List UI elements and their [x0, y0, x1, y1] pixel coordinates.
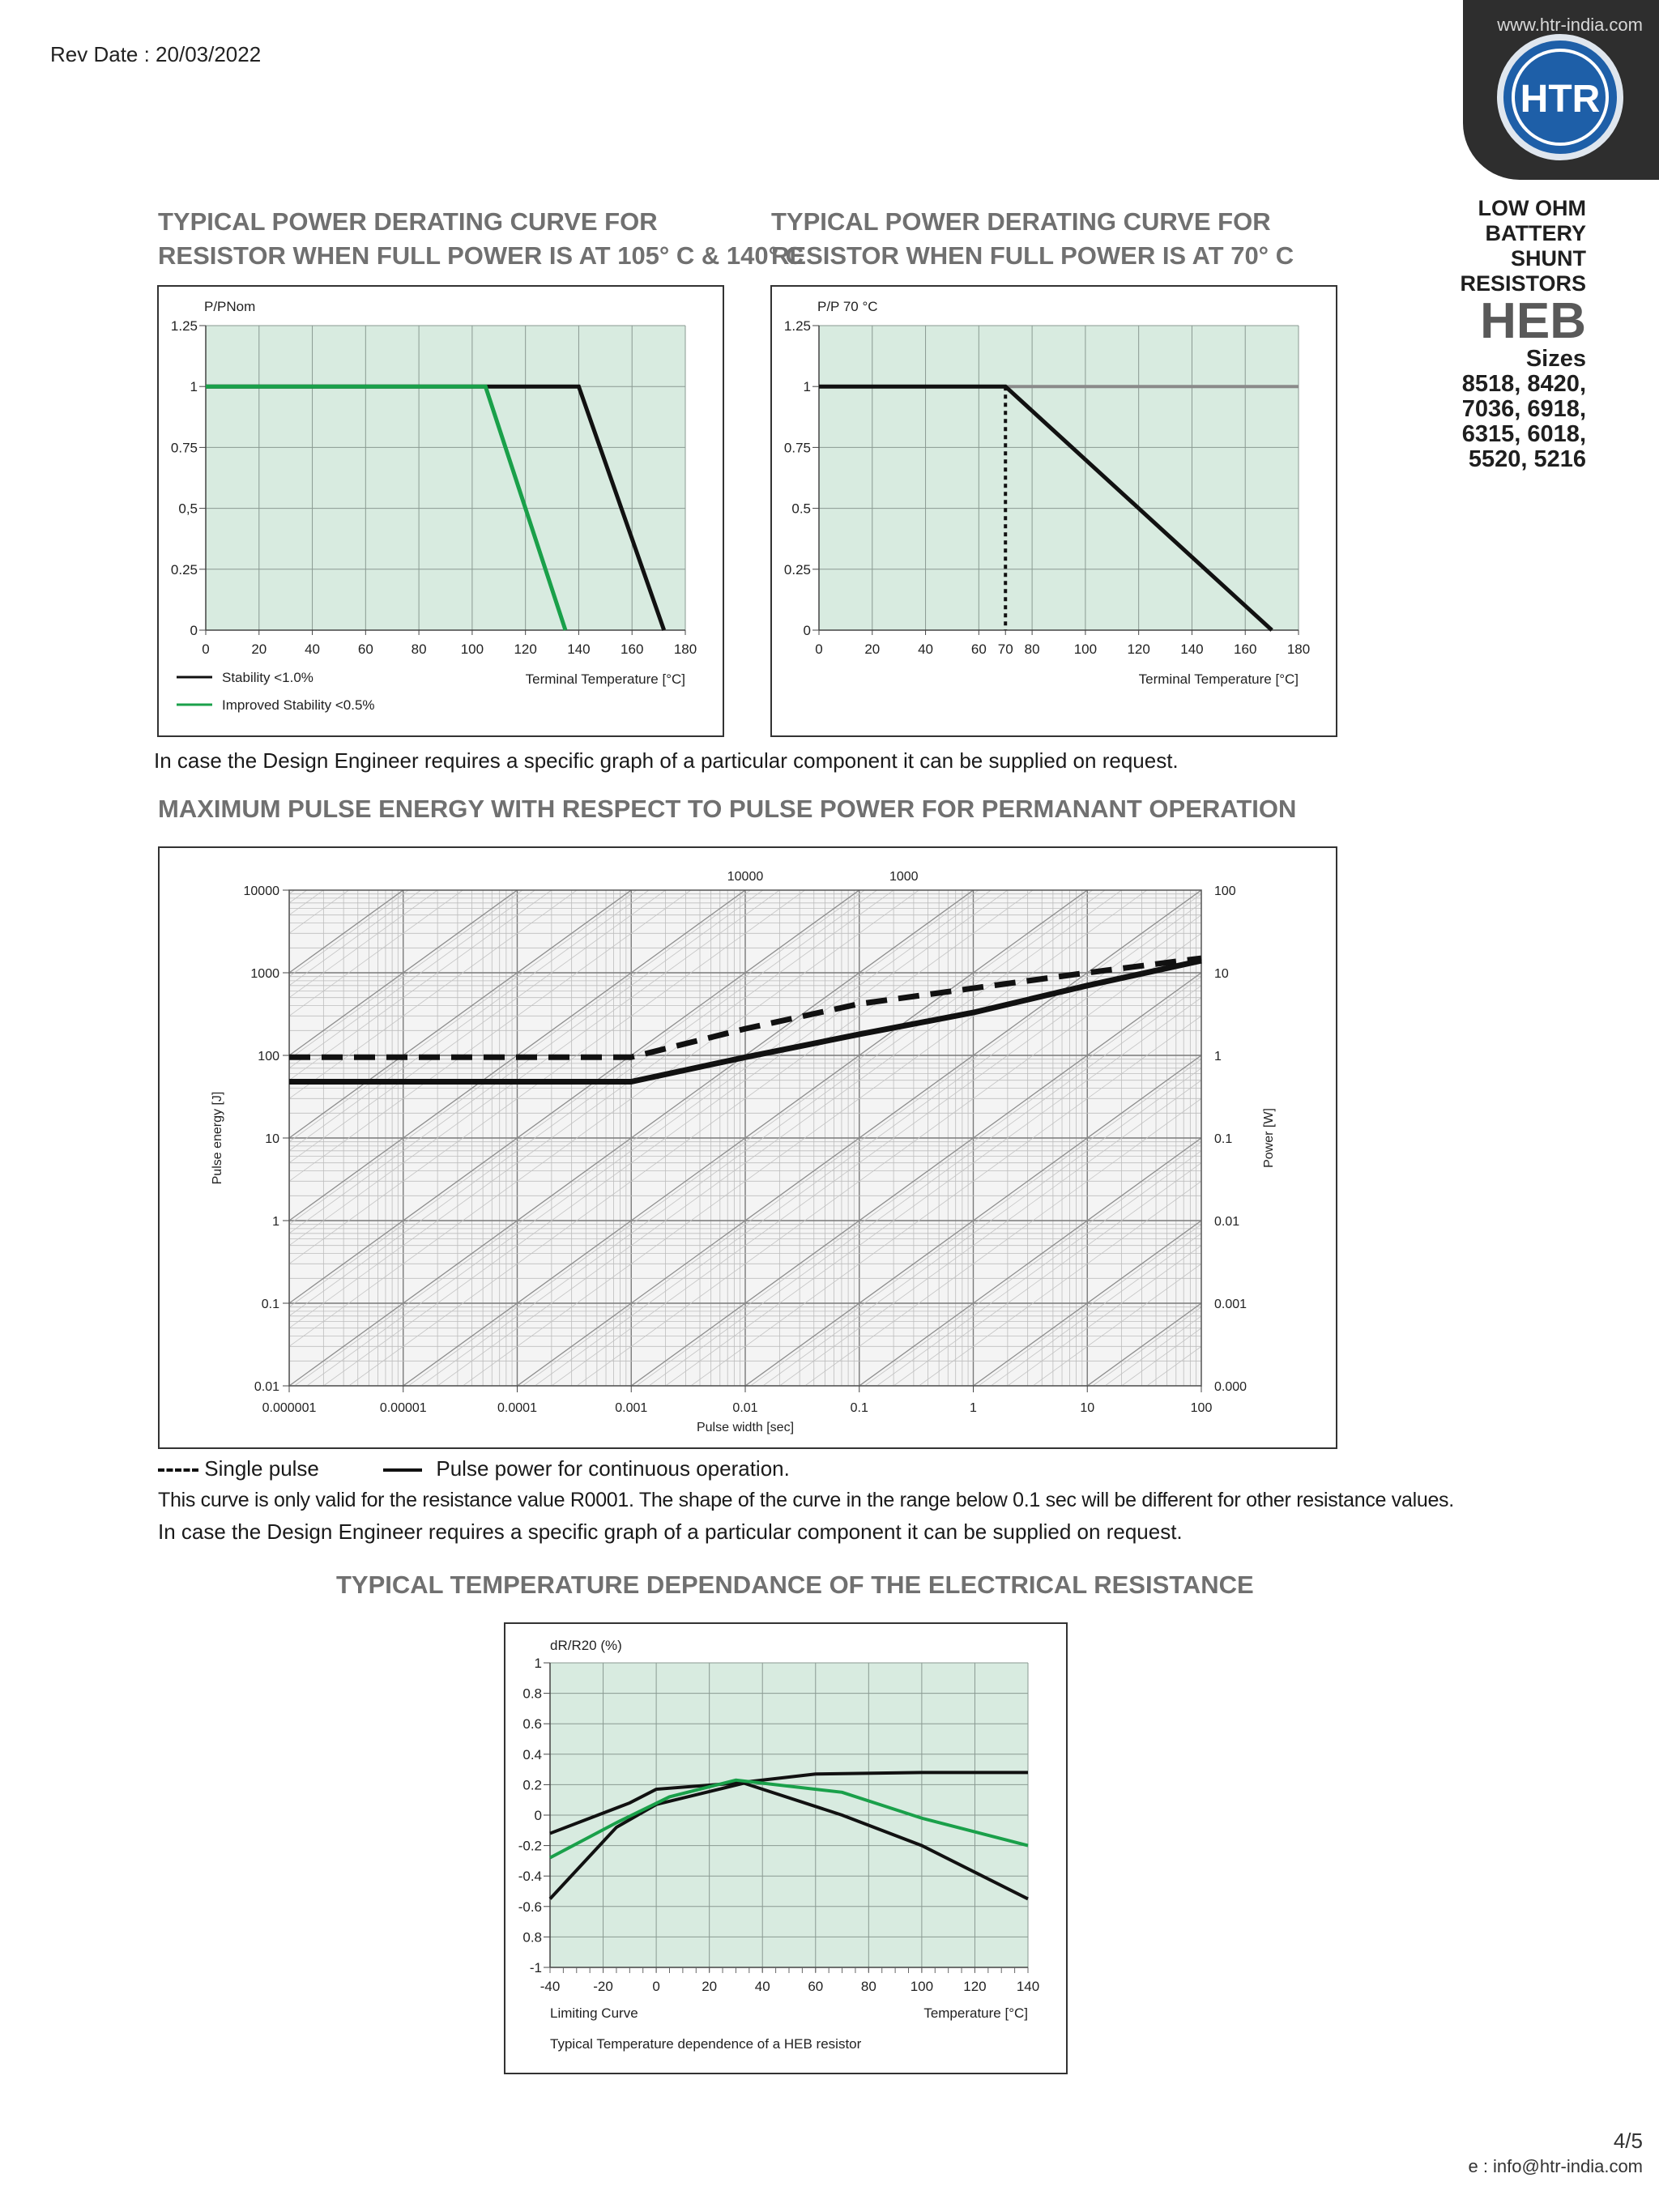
y-tick-label: 1.25 [783, 318, 811, 334]
derating-chart-70-svg [772, 287, 1336, 735]
x-axis-label: Temperature [°C] [923, 2005, 1028, 2021]
power-diagonal [289, 848, 1201, 850]
y-tick-label: 100 [258, 1050, 279, 1063]
y-tick-label: 0 [190, 623, 198, 638]
x-tick-label: 60 [808, 1979, 824, 1994]
x-tick-label: 80 [860, 1979, 876, 1994]
sidebar-line: LOW OHM [1478, 196, 1586, 220]
x-tick-label: 0.01 [732, 1401, 758, 1415]
pulse-heading: MAXIMUM PULSE ENERGY WITH RESPECT TO PULSE POWER FOR PERMANANT OPERATION [158, 795, 1297, 823]
request-note: In case the Design Engineer requires a specific graph of a particular component it can be supplied on request. [154, 748, 1179, 773]
y-tick-label: 0.25 [783, 561, 811, 578]
y-tick-label: 0.75 [170, 440, 198, 456]
y-tick-label: -1 [529, 1960, 542, 1975]
pulse-legend [158, 1456, 790, 1481]
y-tick-label: 0.1 [261, 1298, 279, 1311]
y2-tick-label: 0.001 [1214, 1298, 1247, 1311]
x-tick-label: 80 [411, 641, 427, 657]
y-tick-label: 1 [534, 1656, 542, 1671]
derating-chart-70 [770, 285, 1337, 737]
limiting-curve-label: Limiting Curve [550, 2005, 638, 2021]
htr-logo [1495, 32, 1625, 162]
x-tick-label: 60 [357, 641, 373, 657]
derating-chart-105-140-svg [159, 287, 723, 735]
y-tick-label: -0.2 [518, 1838, 542, 1854]
x-tick-label: 1 [970, 1401, 977, 1415]
sidebar-line: BATTERY [1485, 221, 1586, 245]
y-tick-label: -0.4 [518, 1869, 542, 1885]
x-tick-label: 100 [460, 641, 484, 657]
y2-tick-label: 10 [1214, 967, 1229, 981]
x-tick-label: -20 [593, 1979, 613, 1994]
x-tick-label: 40 [754, 1979, 770, 1994]
rev-date: Rev Date : 20/03/2022 [50, 42, 262, 66]
legend-label: Improved Stability <0.5% [222, 697, 375, 713]
logo-text: HTR [1520, 78, 1601, 121]
y-tick-label: 0.4 [522, 1746, 542, 1762]
y2-tick-label: 0.000 [1214, 1380, 1247, 1394]
x-tick-label: 100 [910, 1979, 934, 1994]
product-sidebar [1460, 196, 1586, 472]
x-tick-label: 120 [963, 1979, 987, 1994]
x-tick-label: 60 [970, 641, 987, 657]
x-tick-label: 120 [514, 641, 537, 657]
y-tick-label: 1000 [250, 967, 279, 981]
y-tick-label: 0.5 [791, 501, 811, 517]
dashed-line-swatch [158, 1468, 198, 1472]
derating-left-heading: TYPICAL POWER DERATING CURVE FOR RESISTOR WHEN FULL POWER IS AT 105° C & 140° C [158, 207, 804, 270]
y2-tick-label: 0.01 [1214, 1215, 1240, 1229]
y-axis-label: dR/R20 (%) [550, 1638, 622, 1653]
x-tick-label: 0.00001 [379, 1401, 427, 1415]
x-axis-label: Pulse width [sec] [696, 1421, 795, 1434]
x-tick-label: 20 [864, 641, 881, 657]
y-tick-label: 0,5 [178, 501, 198, 517]
y-tick-label: 0 [803, 623, 811, 638]
y-tick-label: 10000 [243, 884, 279, 898]
derating-chart-105-140 [157, 285, 724, 737]
y-tick-label: -0.6 [518, 1899, 542, 1915]
y-tick-label: 0.2 [522, 1777, 542, 1793]
plot-area [819, 326, 1299, 630]
x-tick-label: 0 [652, 1979, 660, 1994]
legend-continuous: Pulse power for continuous operation. [436, 1456, 790, 1481]
sizes-line: Sizes [1525, 346, 1586, 372]
y2-tick-label: 100 [1214, 884, 1236, 898]
x-tick-label: -40 [539, 1979, 561, 1994]
x-tick-label: 40 [305, 641, 321, 657]
x-tick-label: 20 [702, 1979, 718, 1994]
x-tick-label: 160 [621, 641, 644, 657]
y-axis-label: P/P 70 °C [817, 299, 878, 314]
x-tick-label: 0 [202, 641, 210, 657]
x-tick-label: 180 [673, 641, 697, 657]
y-tick-label: 1 [803, 379, 811, 395]
y-tick-label: 1 [272, 1215, 279, 1229]
request-note-2: In case the Design Engineer requires a specific graph of a particular component it can be supplied on request. [158, 1519, 1183, 1544]
x-tick-label: 0.0001 [497, 1401, 537, 1415]
x-tick-label: 20 [251, 641, 267, 657]
y2-tick-label: 0.1 [1214, 1132, 1233, 1146]
y-tick-label: 10 [265, 1132, 279, 1146]
website-link[interactable]: www.htr-india.com [1497, 15, 1643, 35]
y-tick-label: 1.25 [170, 318, 198, 334]
x-tick-label: 140 [1180, 641, 1204, 657]
sidebar-line: SHUNT [1511, 246, 1586, 271]
x-tick-label: 0.001 [615, 1401, 648, 1415]
x-tick-label: 80 [1024, 641, 1040, 657]
x-tick-label: 0.1 [850, 1401, 868, 1415]
x-axis-label: Terminal Temperature [°C] [525, 671, 685, 687]
x-tick-label: 140 [1016, 1979, 1040, 1994]
x-tick-label: 0 [815, 641, 823, 657]
x-tick-label: 160 [1234, 641, 1257, 657]
brand-tab [1463, 0, 1659, 180]
sizes-line: 5520, 5216 [1468, 446, 1586, 472]
power-diagonal [289, 1390, 1201, 1447]
legend-label: Stability <1.0% [222, 670, 313, 685]
y-axis-label: P/PNom [204, 299, 256, 314]
x-tick-label: 40 [918, 641, 934, 657]
x-tick-label: 10 [1080, 1401, 1095, 1415]
plot-area [206, 326, 685, 630]
top-label: 1000 [889, 870, 919, 884]
tcr-chart-svg [505, 1624, 1066, 2073]
y-tick-label: 0.01 [254, 1380, 279, 1394]
validity-note: This curve is only valid for the resistance value R0001. The shape of the curve in the range below 0.1 sec will be different for other resistance values. [158, 1489, 1454, 1511]
chart-caption: Typical Temperature dependence of a HEB resistor [550, 2036, 862, 2052]
x-tick-label: 0.000001 [262, 1401, 317, 1415]
legend-single-pulse: Single pulse [204, 1456, 319, 1481]
y-axis-label: Pulse energy [J] [211, 1091, 224, 1185]
series-name: HEB [1480, 293, 1586, 349]
y-tick-label: 0.25 [170, 561, 198, 578]
sizes-line: 6315, 6018, [1461, 421, 1586, 447]
sidebar-line: RESISTORS [1460, 271, 1586, 296]
pulse-energy-chart-svg [160, 848, 1336, 1447]
pulse-energy-chart [158, 846, 1337, 1449]
x-tick-label: 140 [567, 641, 591, 657]
x-axis-label: Terminal Temperature [°C] [1138, 671, 1299, 687]
x-tick-label: 180 [1286, 641, 1311, 657]
x-tick-label: 120 [1127, 641, 1150, 657]
tcr-chart [504, 1622, 1068, 2074]
y-tick-label: 0.75 [783, 440, 811, 456]
power-diagonal [289, 1386, 1201, 1447]
sizes-line: 8518, 8420, [1461, 371, 1586, 397]
y-tick-label: 0.8 [522, 1686, 542, 1702]
derating-right-heading: TYPICAL POWER DERATING CURVE FOR RESISTOR WHEN FULL POWER IS AT 70° C [771, 207, 1294, 270]
x-tick-label: 100 [1190, 1401, 1213, 1415]
top-label: 10000 [727, 870, 764, 884]
tcr-heading: TYPICAL TEMPERATURE DEPENDANCE OF THE ELECTRICAL RESISTANCE [336, 1571, 1254, 1599]
page-number: 4/5 [1613, 2129, 1643, 2153]
y-tick-label: 0.6 [522, 1716, 542, 1733]
y-tick-label: 1 [190, 379, 198, 395]
y2-axis-label: Power [W] [1262, 1108, 1276, 1168]
y-tick-label: 0.8 [522, 1929, 542, 1946]
power-diagonal [289, 848, 1201, 890]
x-tick-label: 70 [997, 641, 1013, 657]
sizes-line: 7036, 6918, [1461, 396, 1586, 422]
x-tick-label: 100 [1073, 641, 1098, 657]
footer-email[interactable]: e : info@htr-india.com [1468, 2156, 1643, 2176]
y-tick-label: 0 [534, 1808, 542, 1823]
y2-tick-label: 1 [1214, 1050, 1222, 1063]
solid-line-swatch [383, 1468, 422, 1472]
